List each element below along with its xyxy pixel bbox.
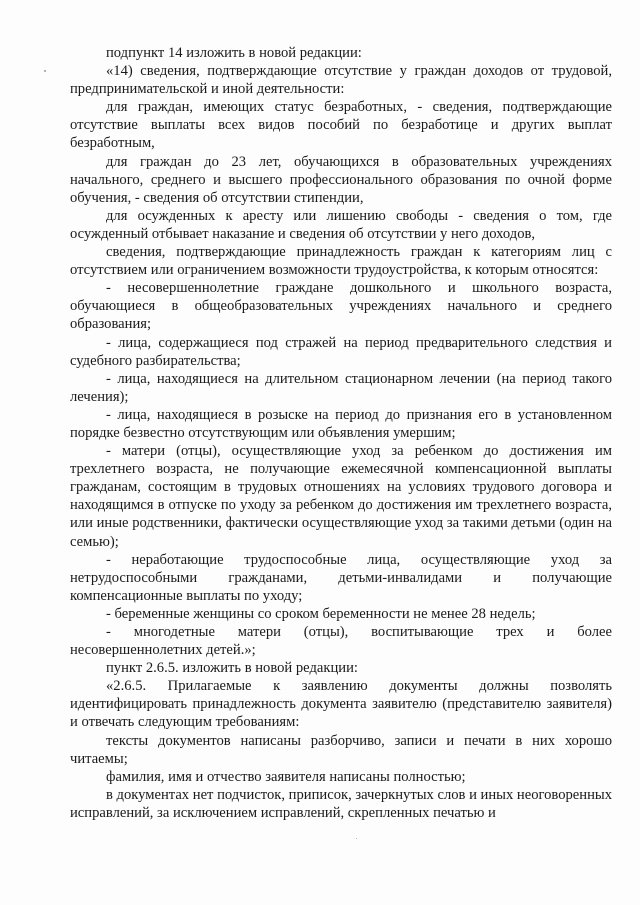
- paragraph: тексты документов написаны разборчиво, записи и печати в них хорошо читаемы;: [70, 732, 612, 767]
- paragraph: - несовершеннолетние граждане дошкольного и школьного возраста, обучающиеся в общеобразовательных учреждениях начального и среднего образования;: [70, 280, 612, 333]
- paragraph: «14) сведения, подтверждающие отсутствие у граждан доходов от трудовой, предпринимательской и иной деятельности:: [70, 63, 612, 98]
- paragraph: - неработающие трудоспособные лица, осуществляющие уход за нетрудоспособными гражданами, детьми-инвалидами и получающие компенсационные выплаты по уходу;: [70, 551, 612, 604]
- paragraph: - матери (отцы), осуществляющие уход за ребенком до достижения им трехлетнего возраста, не получающие ежемесячной компенсационной выплаты гражданам, состоящим в трудовых отношениях на условиях трудового договора и находящимся в отпуске по уходу за ребенком до достижения им трехлетнего возраста, или иные родственники, фактически осуществляющие уход за такими детьми (один на семью);: [70, 443, 612, 550]
- paragraph: сведения, подтверждающие принадлежность граждан к категориям лиц с отсутствием или ограничением возможности трудоустройства, к которым относятся:: [70, 244, 612, 279]
- paragraph: в документах нет подчисток, приписок, зачеркнутых слов и иных неоговоренных исправлений, за исключением исправлений, скрепленных печатью и: [70, 786, 612, 821]
- paragraph: - лица, содержащиеся под стражей на период предварительного следствия и судебного разбирательства;: [70, 334, 612, 369]
- paragraph: для граждан до 23 лет, обучающихся в образовательных учреждениях начального, среднего и высшего профессионального образования по очной форме обучения, - сведения об отсутствии стипендии,: [70, 153, 612, 206]
- paragraph: для осужденных к аресту или лишению свободы - сведения о том, где осужденный отбывает наказание и сведения об отсутствии у него доходов,: [70, 207, 612, 242]
- paragraph: - лица, находящиеся на длительном стационарном лечении (на период такого лечения);: [70, 370, 612, 405]
- paragraph: - лица, находящиеся в розыске на период до признания его в установленном порядке безвестно отсутствующим или объявления умершим;: [70, 406, 612, 441]
- paragraph: пункт 2.6.5. изложить в новой редакции:: [106, 660, 358, 677]
- paragraph: фамилия, имя и отчество заявителя написаны полностью;: [106, 768, 466, 785]
- paragraph: «2.6.5. Прилагаемые к заявлению документы должны позволять идентифицировать принадлежность документа заявителю (представителю заявителя) и отвечать следующим требованиям:: [70, 678, 612, 731]
- paragraph: - беременные женщины со сроком беременности не менее 28 недель;: [106, 605, 536, 622]
- paragraph: для граждан, имеющих статус безработных, - сведения, подтверждающие отсутствие выплаты всех видов пособий по безработице и других выплат безработным,: [70, 99, 612, 152]
- scan-speck: [356, 838, 357, 839]
- paragraph: подпункт 14 изложить в новой редакции:: [106, 45, 362, 61]
- scan-speck: [44, 70, 46, 72]
- document-body: [70, 44, 612, 822]
- paragraph: - многодетные матери (отцы), воспитывающие трех и более несовершеннолетних детей.»;: [70, 624, 612, 659]
